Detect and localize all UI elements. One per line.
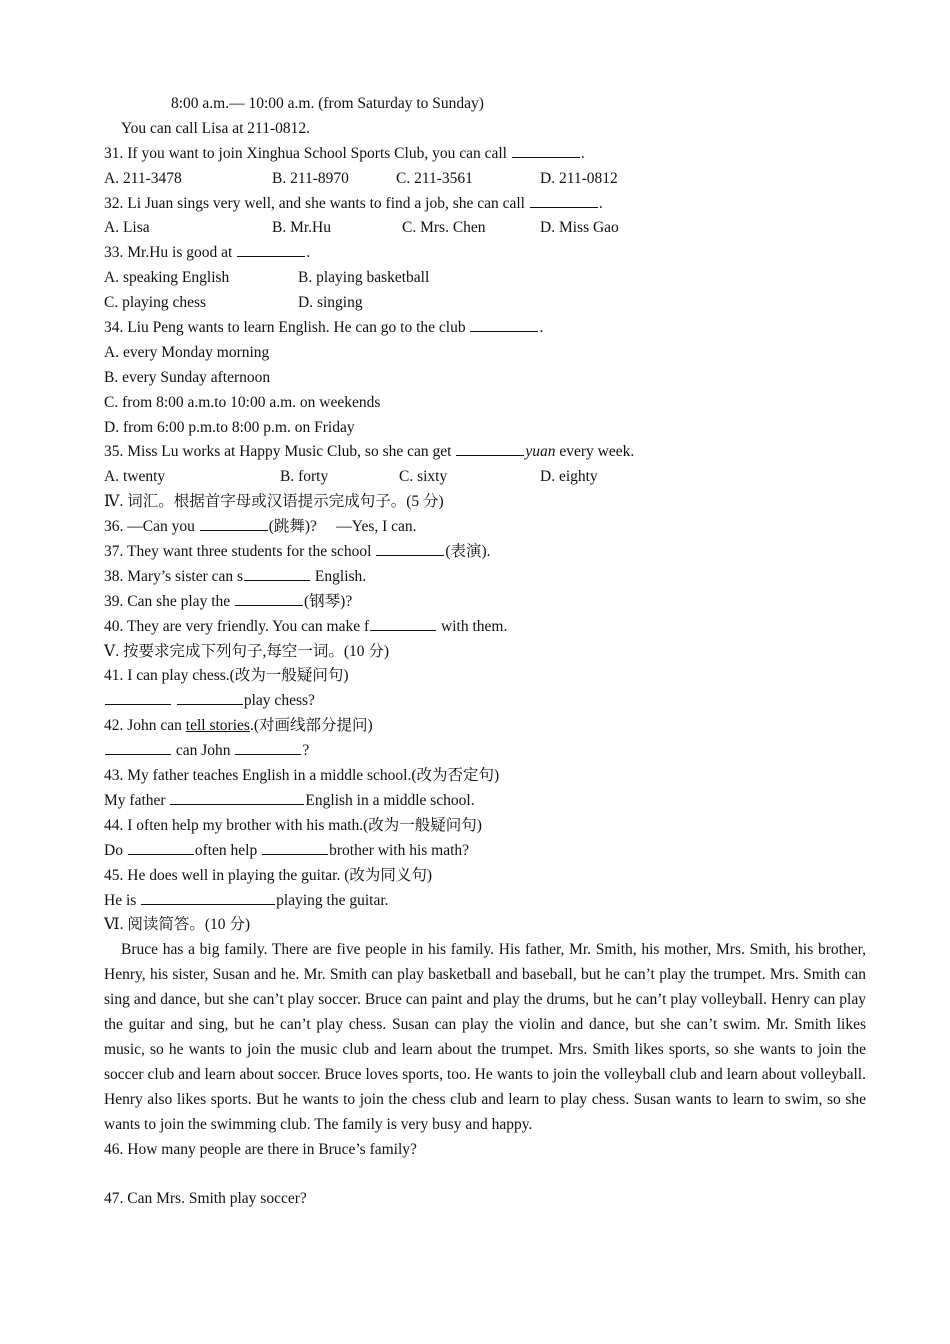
question-33-options-cd: [104, 291, 866, 316]
reading-passage: Bruce has a big family. There are five people in his family. His father, Mr. Smith, his mother, Mrs. Smith, his brother, Henry, his sister, Susan and he. Mr. Smith can play basketball and baseball, but he can’t play the trumpet. Mrs. Smith can sing and dance, but she can’t play soccer. Bruce can paint and play the drums, but he can’t play volleyball. Henry can play the guitar and sing, but he can’t play chess. Susan can play the violin and dance, but she can’t swim. Mr. Smith likes music, so he wants to join the music club and learn about the trumpet. Mrs. Smith likes sports, so she wants to join the soccer club and learn about soccer. Bruce loves sports, too. He wants to join the volleyball club and learn about volleyball. Henry also likes sports. But he wants to join the chess club and learn to play chess. Susan wants to learn to swim, so she wants to join the swimming club. The family is very busy and happy.: [104, 941, 866, 1133]
worksheet-content: [104, 92, 866, 1212]
answer-blank[interactable]: [128, 842, 194, 855]
question-41-answer: play chess?: [104, 689, 866, 714]
option-b[interactable]: B. playing basketball: [298, 269, 430, 287]
answer-blank[interactable]: [105, 742, 171, 755]
question-43: 43. My father teaches English in a middle school.(改为否定句): [104, 767, 500, 785]
question-36: 36. —Can you (跳舞)? —Yes, I can.: [104, 518, 417, 536]
club-hours: 8:00 a.m.— 10:00 a.m. (from Saturday to Sunday): [171, 95, 484, 112]
section-6-title: Ⅵ. 阅读简答。(10 分): [104, 916, 251, 934]
option-c[interactable]: C. Mrs. Chen: [402, 219, 486, 237]
answer-blank[interactable]: [200, 518, 268, 531]
answer-blank[interactable]: [237, 244, 305, 257]
option-d[interactable]: D. 211-0812: [540, 169, 618, 187]
question-35: 35. Miss Lu works at Happy Music Club, so she can get yuan every week.: [104, 443, 635, 461]
answer-blank[interactable]: [170, 792, 304, 805]
option-a[interactable]: A. Lisa: [104, 219, 150, 237]
question-33-options-ab: [104, 266, 866, 291]
question-32: 32. Li Juan sings very well, and she wants to find a job, she can call .: [104, 194, 603, 212]
option-a[interactable]: A. speaking English: [104, 269, 230, 287]
option-a[interactable]: A. every Monday morning: [104, 343, 270, 361]
option-d[interactable]: D. singing: [298, 294, 363, 312]
question-38: 38. Mary’s sister can s English.: [104, 567, 367, 585]
section-4-title: Ⅳ. 词汇。根据首字母或汉语提示完成句子。(5 分): [104, 493, 444, 511]
option-b[interactable]: B. 211-8970: [272, 169, 349, 187]
question-34-stem: 34. Liu Peng wants to learn English. He can go to the club: [104, 319, 466, 337]
answer-blank[interactable]: [244, 568, 310, 581]
question-31: 31. If you want to join Xinghua School Sports Club, you can call .: [104, 144, 585, 162]
answer-blank[interactable]: [512, 145, 580, 158]
option-c[interactable]: C. playing chess: [104, 294, 207, 312]
question-34: 34. Liu Peng wants to learn English. He can go to the club .: [104, 319, 544, 337]
question-45-answer: He is playing the guitar.: [104, 891, 389, 909]
question-42: 42. John can tell stories.(对画线部分提问): [104, 717, 373, 735]
question-32-options: [104, 216, 866, 241]
question-32-stem: 32. Li Juan sings very well, and she wants to find a job, she can call: [104, 194, 525, 212]
answer-blank[interactable]: [456, 443, 524, 456]
option-c[interactable]: C. from 8:00 a.m.to 10:00 a.m. on weekends: [104, 393, 381, 411]
question-46: 46. How many people are there in Bruce’s family?: [104, 1140, 417, 1158]
option-b[interactable]: B. forty: [280, 468, 329, 486]
answer-blank[interactable]: [376, 543, 444, 556]
option-b[interactable]: B. Mr.Hu: [272, 219, 331, 237]
question-39: 39. Can she play the (钢琴)?: [104, 592, 353, 610]
option-a[interactable]: A. 211-3478: [104, 169, 182, 187]
answer-blank[interactable]: [105, 692, 171, 705]
answer-space[interactable]: [104, 1162, 866, 1187]
question-45: 45. He does well in playing the guitar. (改为同义句): [104, 866, 433, 884]
question-41: 41. I can play chess.(改为一般疑问句): [104, 667, 349, 685]
question-33: 33. Mr.Hu is good at .: [104, 244, 311, 262]
question-31-stem: 31. If you want to join Xinghua School Sports Club, you can call: [104, 144, 507, 162]
answer-blank[interactable]: [141, 892, 275, 905]
question-37: 37. They want three students for the school (表演).: [104, 543, 491, 561]
underlined-phrase: tell stories: [185, 717, 250, 735]
answer-blank[interactable]: [235, 742, 301, 755]
section-5-title: Ⅴ. 按要求完成下列句子,每空一词。(10 分): [104, 642, 390, 660]
answer-blank[interactable]: [177, 692, 243, 705]
answer-blank[interactable]: [235, 593, 303, 606]
question-43-answer: My father English in a middle school.: [104, 791, 475, 809]
question-35-options: [104, 465, 866, 490]
option-c[interactable]: C. sixty: [399, 468, 448, 486]
option-b[interactable]: B. every Sunday afternoon: [104, 368, 271, 386]
answer-blank[interactable]: [470, 319, 538, 332]
option-d[interactable]: D. eighty: [540, 468, 598, 486]
question-42-answer: can John ?: [104, 739, 866, 764]
question-44: 44. I often help my brother with his math.(改为一般疑问句): [104, 816, 482, 834]
question-31-options: [104, 167, 866, 192]
question-40: 40. They are very friendly. You can make f with them.: [104, 617, 508, 635]
option-c[interactable]: C. 211-3561: [396, 169, 473, 187]
option-a[interactable]: A. twenty: [104, 468, 166, 486]
answer-blank[interactable]: [370, 618, 436, 631]
answer-blank[interactable]: [262, 842, 328, 855]
question-33-stem: 33. Mr.Hu is good at: [104, 244, 233, 262]
club-contact: You can call Lisa at 211-0812.: [121, 119, 310, 137]
option-d[interactable]: D. Miss Gao: [540, 219, 619, 237]
question-44-answer: Do often help brother with his math?: [104, 841, 470, 859]
question-35-stem: 35. Miss Lu works at Happy Music Club, so she can get: [104, 443, 452, 461]
question-47: 47. Can Mrs. Smith play soccer?: [104, 1190, 307, 1208]
answer-blank[interactable]: [530, 195, 598, 208]
option-d[interactable]: D. from 6:00 p.m.to 8:00 p.m. on Friday: [104, 418, 355, 436]
